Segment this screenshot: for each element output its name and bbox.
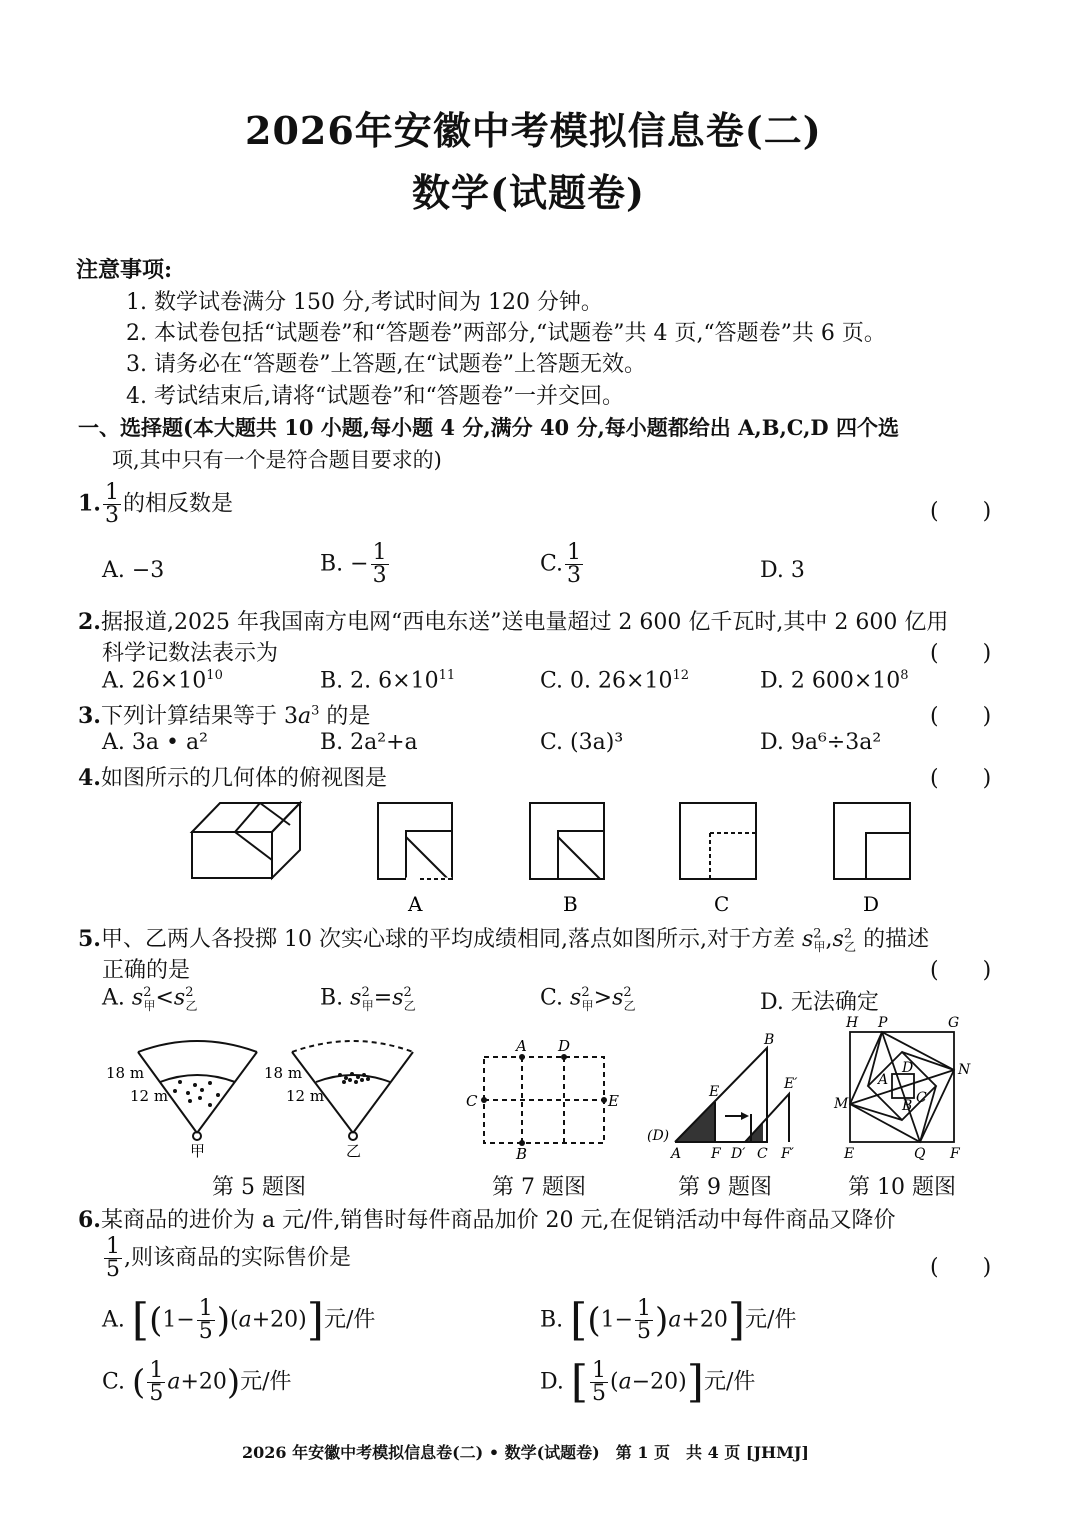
option-label: C. <box>540 551 564 577</box>
point-e: E <box>608 1092 619 1110</box>
point-m: M <box>834 1096 849 1112</box>
point-b: B <box>902 1098 913 1114</box>
figure-10-caption: 第 10 题图 <box>848 1175 956 1200</box>
question-number: 6. <box>78 1207 101 1233</box>
point-a: A <box>878 1072 889 1088</box>
page-footer: 2026 年安徽中考模拟信息卷(二) • 数学(试题卷) 第 1 页 共 4 页 [JHMJ] <box>242 1443 809 1462</box>
denominator: 3 <box>567 563 582 588</box>
point-a: A <box>516 1037 527 1055</box>
numerator: 1 <box>106 1234 120 1259</box>
question-text: 如图所示的几何体的俯视图是 <box>100 766 387 791</box>
figure-5 <box>100 1035 430 1160</box>
option-c: C. ( $\frac{1}{5}$ a+20)元/件 <box>102 1358 292 1406</box>
numerator: 1 <box>567 540 582 565</box>
q4-figures <box>180 795 920 920</box>
point-c: C <box>916 1090 927 1106</box>
denominator: 3 <box>372 563 387 588</box>
point-f-prime: F′ <box>781 1146 794 1160</box>
option-a: A. [(1− $\frac{1}{5}$ )(a+20)]元/件 <box>102 1294 376 1346</box>
point-b: B <box>764 1032 775 1048</box>
point-b: B <box>516 1145 528 1160</box>
point-e: E <box>709 1084 720 1100</box>
question-2 <box>78 605 948 636</box>
option-b: B. $s^2_甲=s^2_乙$ <box>320 985 416 1013</box>
note-item: 4. 考试结束后,请将“试题卷”和“答题卷”一并交回。 <box>126 384 624 409</box>
option-c: C. (3a)³ <box>540 730 624 755</box>
question-number: 5. <box>78 926 101 952</box>
option-view-c <box>680 803 756 879</box>
answer-parens: ( ) <box>930 499 992 524</box>
question-text: 据报道,2025 年我国南方电网“西电东送”送电量超过 2 600 亿千瓦时,其中 2 600 亿用 <box>100 610 949 635</box>
question-text-cont: 科学记数法表示为 <box>102 641 279 666</box>
point-d: (D) <box>647 1128 670 1144</box>
point-f: F <box>711 1146 721 1160</box>
point-p: P <box>878 1015 888 1031</box>
question-text-cont: 正确的是 <box>102 958 191 983</box>
label-d: D <box>863 892 880 916</box>
figure-10 <box>830 1012 980 1162</box>
point-n: N <box>958 1062 971 1078</box>
note-item: 1. 数学试卷满分 150 分,考试时间为 120 分钟。 <box>126 290 603 315</box>
point-d-prime: D′ <box>731 1146 746 1160</box>
question-number: 4. <box>78 765 101 791</box>
solid-figure <box>192 803 300 878</box>
point-d: D <box>558 1037 571 1055</box>
fraction <box>103 482 121 527</box>
point-e-prime: E′ <box>784 1076 798 1092</box>
point-c: C <box>466 1092 478 1110</box>
option-d: D. 9a⁶÷3a² <box>760 730 882 755</box>
point-g: G <box>948 1015 960 1031</box>
point-f: F <box>950 1146 960 1162</box>
question-text: 甲、乙两人各投掷 10 次实心球的平均成绩相同,落点如图所示,对于方差 <box>100 927 802 952</box>
option-b: B. 2a²+a <box>320 730 418 755</box>
option-a: A. 3a • a² <box>102 730 208 755</box>
point-d: D <box>902 1060 914 1076</box>
page-subtitle: 数学(试题卷) <box>412 170 645 215</box>
label-a: A <box>408 892 423 916</box>
option-b <box>320 542 391 587</box>
option-d: D. 无法确定 <box>760 990 879 1015</box>
question-6 <box>78 1203 895 1234</box>
label-yi: 乙 <box>346 1142 362 1160</box>
answer-parens: ( ) <box>930 704 992 729</box>
question-1 <box>78 482 233 527</box>
denominator: 3 <box>104 503 119 528</box>
option-d: D. 3 <box>760 558 805 583</box>
label-b: B <box>563 892 578 916</box>
answer-parens: ( ) <box>930 641 992 666</box>
question-text-cont: $\frac{1}{5}$ ,则该商品的实际售价是 <box>106 1234 351 1282</box>
question-3: 3.下列计算结果等于 $3a^3$ 的是 <box>78 703 371 729</box>
figure-9 <box>645 1030 825 1160</box>
point-h: H <box>846 1015 859 1031</box>
page-title: 2026年安徽中考模拟信息卷(二) <box>245 108 822 153</box>
question-number: 3. <box>78 703 101 729</box>
option-view-a <box>378 803 452 879</box>
option-a: A. $s^2_甲<s^2_乙$ <box>102 985 198 1013</box>
option-view-d <box>834 803 910 879</box>
note-item: 2. 本试卷包括“试题卷”和“答题卷”两部分,“试题卷”共 4 页,“答题卷”共 6 页。 <box>126 321 886 346</box>
question-text: 的相反数是 <box>122 491 233 517</box>
figure-7-caption: 第 7 题图 <box>492 1175 586 1200</box>
numerator: 1 <box>104 480 119 505</box>
numerator: 1 <box>372 540 387 565</box>
point-q: Q <box>914 1146 926 1162</box>
option-b: B. 2. $6\times 10^{11}$ <box>320 668 456 694</box>
denominator: 5 <box>106 1257 120 1282</box>
option-label: B. − <box>320 551 369 577</box>
option-c: C. 0. $26\times 10^{12}$ <box>540 668 689 694</box>
label-jia: 甲 <box>190 1142 206 1160</box>
figure-7 <box>460 1035 630 1160</box>
section-heading <box>78 412 899 442</box>
point-c: C <box>757 1146 768 1160</box>
section-heading-line2: 项,其中只有一个是符合题目要求的) <box>112 448 442 472</box>
option-a: A. $26\times 10^{10}$ <box>102 668 223 694</box>
option-b: B. [(1− $\frac{1}{5}$ )a+20]元/件 <box>540 1294 797 1346</box>
answer-parens: ( ) <box>930 766 992 791</box>
question-text: 下列计算结果等于 3 <box>100 704 298 729</box>
figure-9-caption: 第 9 题图 <box>678 1175 772 1200</box>
radius-12-label: 12 m <box>286 1087 325 1105</box>
option-d: D. [ $\frac{1}{5}$ (a−20)]元/件 <box>540 1356 756 1408</box>
point-e: E <box>844 1146 855 1162</box>
question-5: 5.甲、乙两人各投掷 10 次实心球的平均成绩相同,落点如图所示,对于方差 $s^2_甲,s^2_乙$ 的描述 <box>78 926 930 955</box>
section-heading-line1: 一、选择题(本大题共 10 小题,每小题 4 分,满分 40 分,每小题都给出 A,B,C,D 四个选 <box>78 415 899 440</box>
answer-parens: ( ) <box>930 1255 992 1280</box>
option-c <box>540 542 585 587</box>
note-item: 3. 请务必在“答题卷”上答题,在“试题卷”上答题无效。 <box>126 352 646 377</box>
answer-parens: ( ) <box>930 958 992 983</box>
question-4 <box>78 761 387 792</box>
question-number: 2. <box>78 609 101 635</box>
option-a: A. −3 <box>102 558 165 583</box>
radius-18-label: 18 m <box>264 1064 303 1082</box>
question-number: 1. <box>78 490 101 517</box>
question-text: 某商品的进价为 a 元/件,销售时每件商品加价 20 元,在促销活动中每件商品又降价 <box>100 1208 896 1233</box>
point-a: A <box>671 1146 682 1160</box>
figure-5-caption: 第 5 题图 <box>212 1175 306 1200</box>
option-c: C. $s^2_甲>s^2_乙$ <box>540 985 636 1013</box>
radius-18-label: 18 m <box>106 1064 145 1082</box>
notes-heading: 注意事项: <box>76 257 173 283</box>
option-view-b <box>530 803 604 879</box>
label-c: C <box>714 892 730 916</box>
radius-12-label: 12 m <box>130 1087 169 1105</box>
option-d: D. 2 $600\times 10^8$ <box>760 668 909 694</box>
